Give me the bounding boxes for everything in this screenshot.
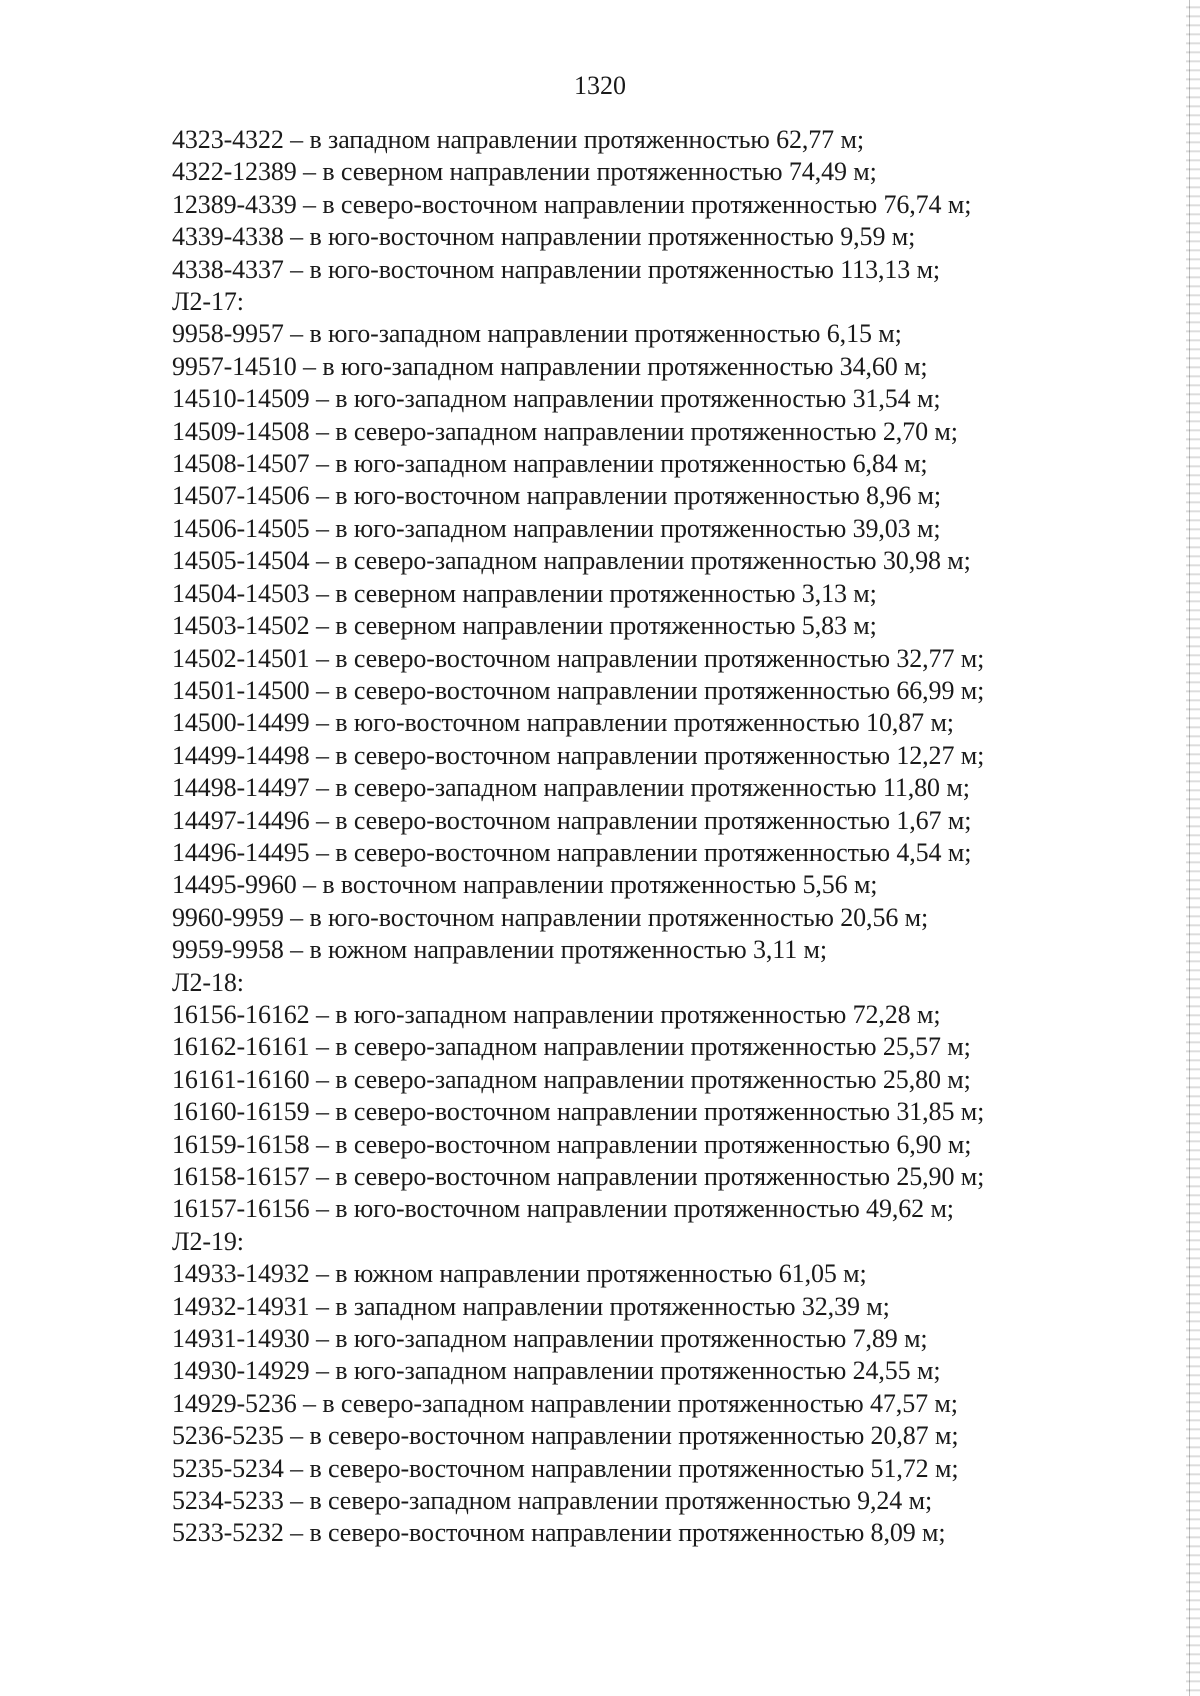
scan-edge-line bbox=[1189, 0, 1190, 1696]
text-line: 9958-9957 – в юго-западном направлении протяженностью 6,15 м; bbox=[172, 319, 902, 349]
text-line: 16160-16159 – в северо-восточном направлении протяженностью 31,85 м; bbox=[172, 1097, 985, 1127]
section-heading: Л2-18: bbox=[172, 967, 244, 997]
text-line: 14503-14502 – в северном направлении протяженностью 5,83 м; bbox=[172, 611, 877, 641]
text-line: 5233-5232 – в северо-восточном направлении протяженностью 8,09 м; bbox=[172, 1518, 946, 1548]
text-line: 14500-14499 – в юго-восточном направлении протяженностью 10,87 м; bbox=[172, 708, 954, 738]
text-line: 14499-14498 – в северо-восточном направлении протяженностью 12,27 м; bbox=[172, 740, 985, 770]
text-line: 16162-16161 – в северо-западном направлении протяженностью 25,57 м; bbox=[172, 1032, 971, 1062]
text-line: 14502-14501 – в северо-восточном направлении протяженностью 32,77 м; bbox=[172, 643, 985, 673]
text-line: 14498-14497 – в северо-западном направлении протяженностью 11,80 м; bbox=[172, 773, 970, 803]
text-line: 9957-14510 – в юго-западном направлении протяженностью 34,60 м; bbox=[172, 351, 928, 381]
text-line: 14506-14505 – в юго-западном направлении протяженностью 39,03 м; bbox=[172, 513, 941, 543]
text-line: 14501-14500 – в северо-восточном направлении протяженностью 66,99 м; bbox=[172, 675, 985, 705]
text-line: 14509-14508 – в северо-западном направлении протяженностью 2,70 м; bbox=[172, 416, 958, 446]
text-line: 12389-4339 – в северо-восточном направлении протяженностью 76,74 м; bbox=[172, 189, 972, 219]
text-line: 14504-14503 – в северном направлении протяженностью 3,13 м; bbox=[172, 578, 877, 608]
text-line: 16157-16156 – в юго-восточном направлении протяженностью 49,62 м; bbox=[172, 1194, 954, 1224]
text-line: 4323-4322 – в западном направлении протяженностью 62,77 м; bbox=[172, 125, 864, 154]
text-line: 14929-5236 – в северо-западном направлении протяженностью 47,57 м; bbox=[172, 1388, 958, 1418]
text-line: 14931-14930 – в юго-западном направлении протяженностью 7,89 м; bbox=[172, 1324, 928, 1354]
text-line: 14933-14932 – в южном направлении протяженностью 61,05 м; bbox=[172, 1259, 867, 1289]
text-line: 9960-9959 – в юго-восточном направлении протяженностью 20,56 м; bbox=[172, 902, 929, 932]
text-line: 5234-5233 – в северо-западном направлении протяженностью 9,24 м; bbox=[172, 1486, 933, 1516]
text-line: 5235-5234 – в северо-восточном направлении протяженностью 51,72 м; bbox=[172, 1453, 959, 1483]
text-line: 4322-12389 – в северном направлении протяженностью 74,49 м; bbox=[172, 157, 877, 187]
text-line: 14932-14931 – в западном направлении протяженностью 32,39 м; bbox=[172, 1291, 890, 1321]
text-line: 14495-9960 – в восточном направлении протяженностью 5,56 м; bbox=[172, 870, 878, 900]
text-line: 16156-16162 – в юго-западном направлении протяженностью 72,28 м; bbox=[172, 999, 941, 1029]
text-line: 14496-14495 – в северо-восточном направлении протяженностью 4,54 м; bbox=[172, 837, 972, 867]
text-line: 16159-16158 – в северо-восточном направлении протяженностью 6,90 м; bbox=[172, 1129, 972, 1159]
text-line: 14508-14507 – в юго-западном направлении протяженностью 6,84 м; bbox=[172, 449, 928, 479]
text-line: 5236-5235 – в северо-восточном направлении протяженностью 20,87 м; bbox=[172, 1421, 959, 1451]
section-heading: Л2-19: bbox=[172, 1226, 244, 1256]
text-line: 4338-4337 – в юго-восточном направлении протяженностью 113,13 м; bbox=[172, 254, 941, 284]
document-body bbox=[172, 124, 1132, 1550]
text-line: 9959-9958 – в южном направлении протяженностью 3,11 м; bbox=[172, 935, 827, 965]
text-line: 14930-14929 – в юго-западном направлении протяженностью 24,55 м; bbox=[172, 1356, 941, 1386]
text-line: 14510-14509 – в юго-западном направлении протяженностью 31,54 м; bbox=[172, 384, 941, 414]
page-number: 1320 bbox=[574, 71, 626, 100]
text-line: 14507-14506 – в юго-восточном направлении протяженностью 8,96 м; bbox=[172, 481, 942, 511]
text-line: 4339-4338 – в юго-восточном направлении протяженностью 9,59 м; bbox=[172, 222, 916, 252]
text-line: 16161-16160 – в северо-западном направлении протяженностью 25,80 м; bbox=[172, 1064, 971, 1094]
text-line: 14505-14504 – в северо-западном направлении протяженностью 30,98 м; bbox=[172, 546, 971, 576]
text-line: 16158-16157 – в северо-восточном направлении протяженностью 25,90 м; bbox=[172, 1162, 985, 1191]
text-line: 14497-14496 – в северо-восточном направлении протяженностью 1,67 м; bbox=[172, 805, 972, 835]
section-heading: Л2-17: bbox=[172, 287, 244, 317]
